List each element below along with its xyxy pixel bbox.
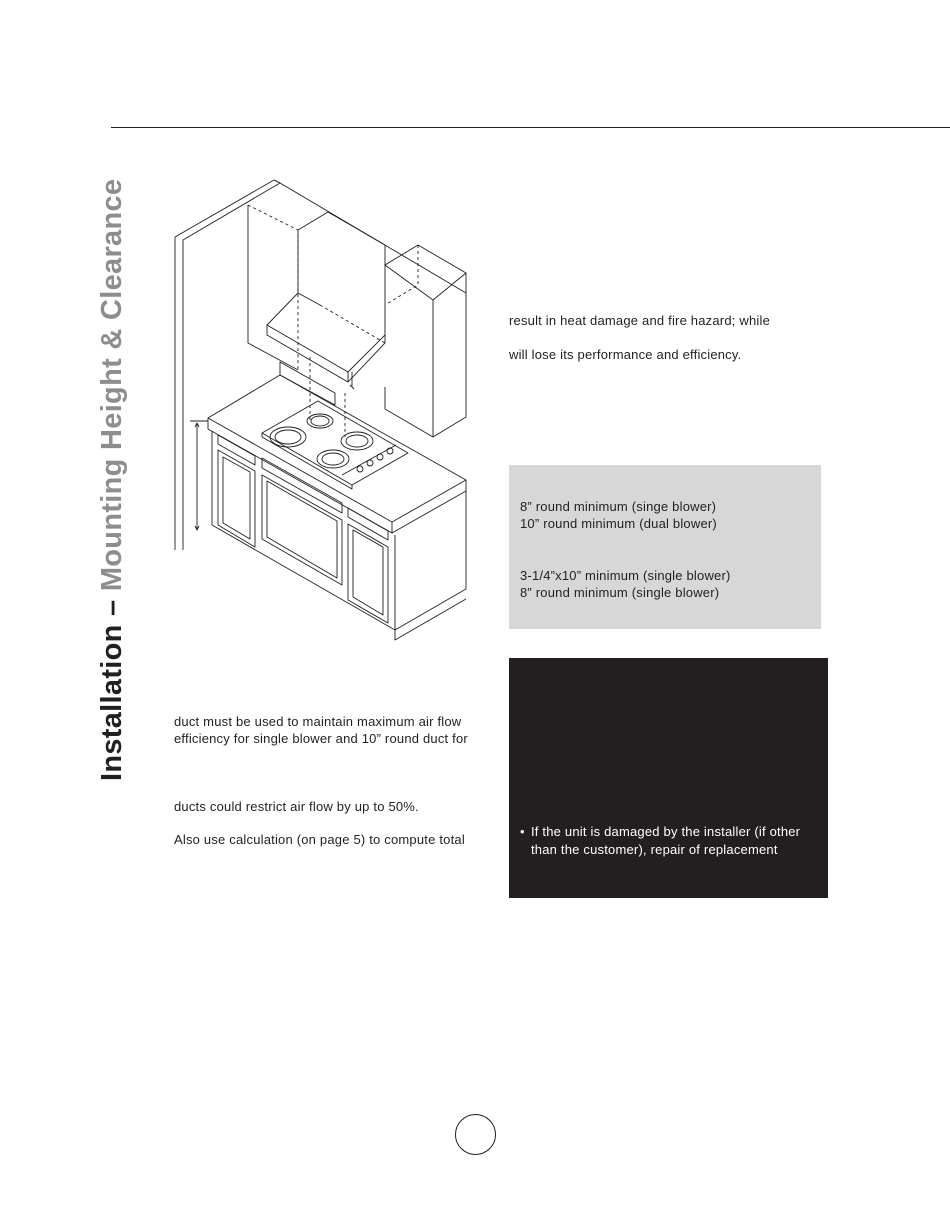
duct-size-round-single: 8” round minimum (singe blower) bbox=[520, 499, 717, 514]
warning-line-2: than the customer), repair of replacement bbox=[531, 842, 778, 857]
header-rule bbox=[111, 127, 950, 128]
duct-size-round-single-2: 8” round minimum (single blower) bbox=[520, 585, 720, 600]
duct-text-line-1: duct must be used to maintain maximum air flow bbox=[174, 714, 462, 729]
duct-text-line-2: efficiency for single blower and 10” round duct for bbox=[174, 731, 468, 746]
warning-line-1: If the unit is damaged by the installer (if other bbox=[531, 824, 801, 839]
duct-size-round-dual: 10” round minimum (dual blower) bbox=[520, 516, 717, 531]
duct-size-rect-single: 3-1/4”x10” minimum (single blower) bbox=[520, 568, 731, 583]
warning-panel bbox=[509, 658, 828, 898]
hazard-text-line-1: result in heat damage and fire hazard; while bbox=[509, 313, 771, 328]
page-title-section: Installation – bbox=[96, 591, 128, 781]
kitchen-hood-illustration bbox=[170, 175, 470, 645]
hazard-text-line-2: will lose its performance and efficiency. bbox=[509, 347, 742, 362]
page-title bbox=[95, 179, 129, 781]
duct-text-line-4: Also use calculation (on page 5) to compute total bbox=[174, 832, 465, 847]
page-title-topic: Mounting Height & Clearance bbox=[96, 178, 128, 592]
duct-size-panel bbox=[509, 465, 821, 629]
duct-text-line-3: ducts could restrict air flow by up to 50%. bbox=[174, 799, 419, 814]
page-number-circle bbox=[455, 1114, 496, 1155]
bullet-icon: • bbox=[520, 824, 525, 839]
